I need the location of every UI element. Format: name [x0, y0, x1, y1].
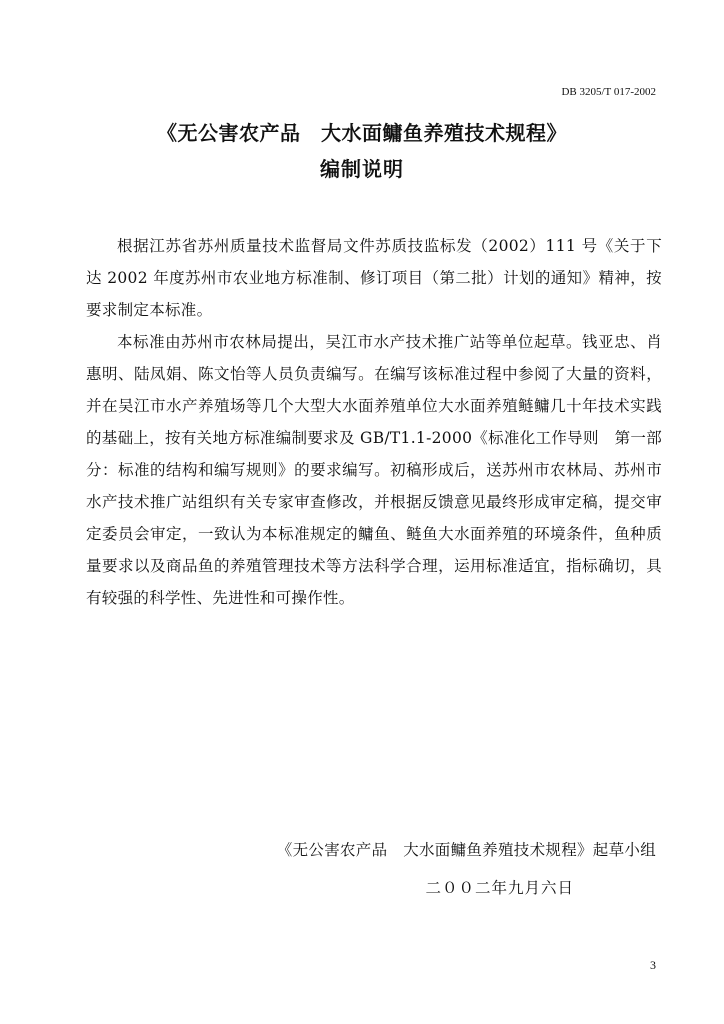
paragraph-1: 根据江苏省苏州质量技术监督局文件苏质技监标发（2002）111 号《关于下达 2002 年度苏州市农业地方标准制、修订项目（第二批）计划的通知》精神，按要求制定本标准。 [86, 237, 662, 319]
paragraph-2: 本标准由苏州市农林局提出，吴江市水产技术推广站等单位起草。钱亚忠、肖惠明、陆凤娟、陈文怡等人员负责编写。在编写该标准过程中参阅了大量的资料，并在吴江市水产养殖场等几个大型大水面养殖单位大水面养殖鲢鳙几十年技术实践的基础上，按有关地方标准编制要求及 GB/T1.1-2000《标准化工作导则 第一部分：标准的结构和编写规则》的要求编写。初稿形成后，送苏州市农林局、苏州市水产技术推广站组织有关专家审查修改，并根据反馈意见最终形成审定稿，提交审定委员会审定，一致认为本标准规定的鳙鱼、鲢鱼大水面养殖的环境条件，鱼种质量要求以及商品鱼的养殖管理技术等方法科学合理，运用标准适宜，指标确切，具有较强的科学性、先进性和可操作性。 [86, 333, 662, 607]
document-title: 《无公害农产品 大水面鳙鱼养殖技术规程》 [157, 121, 567, 145]
body-text [86, 230, 662, 614]
page-number: 3 [650, 958, 656, 972]
drafting-group-signature: 《无公害农产品 大水面鳙鱼养殖技术规程》起草小组 [276, 841, 656, 859]
document-subtitle: 编制说明 [320, 157, 404, 181]
signature-date: 二００二年九月六日 [425, 879, 574, 897]
document-code: DB 3205/T 017-2002 [561, 86, 656, 98]
